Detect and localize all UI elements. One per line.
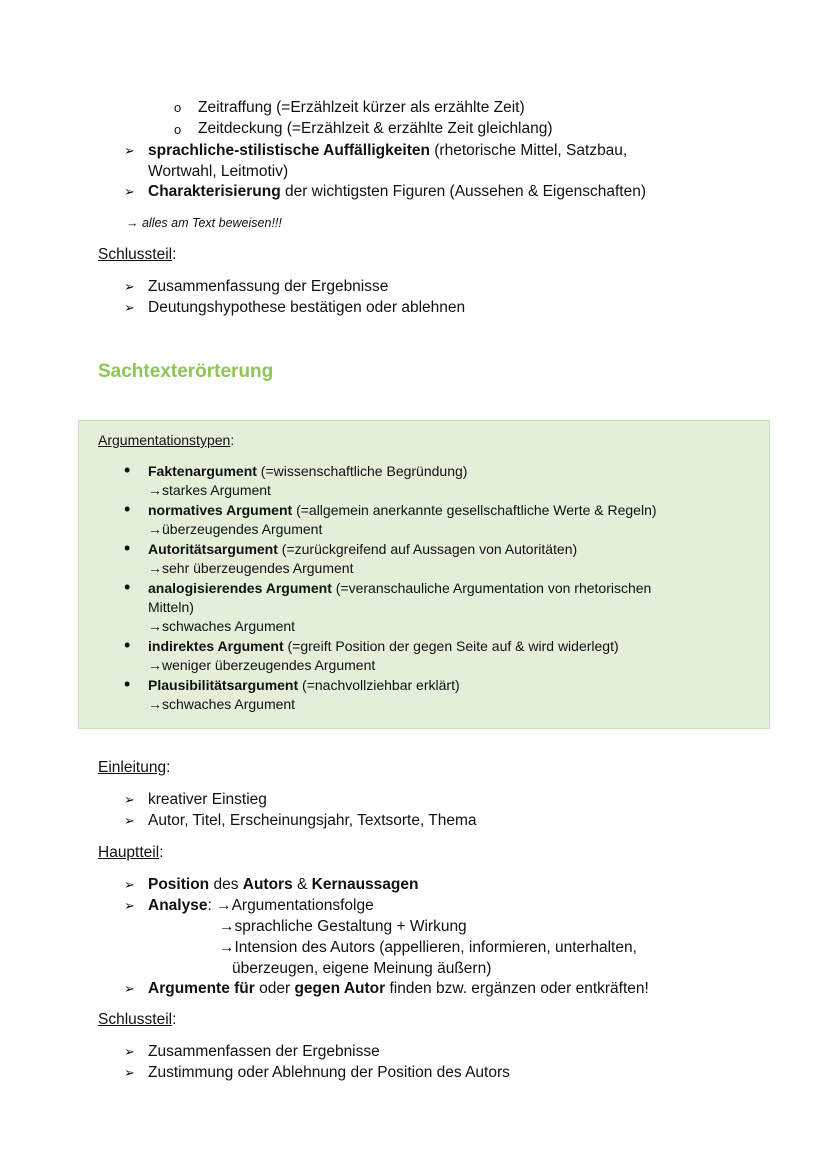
argument-desc-cont: Mitteln) [148, 599, 194, 615]
list-item: Zusammenfassen der Ergebnisse [148, 1043, 380, 1060]
argument-type [148, 501, 657, 520]
list-item-sprachlich-cont: Wortwahl, Leitmotiv) [148, 163, 289, 180]
item-text: der wichtigsten Figuren (Aussehen & Eigenschaften) [280, 183, 646, 200]
list-item: kreativer Einstieg [148, 791, 267, 808]
list-item-charakterisierung [148, 182, 646, 201]
list-item-position [148, 875, 418, 894]
colon: : [172, 1011, 177, 1028]
schlussteil-heading [98, 245, 176, 264]
argument-name: normatives Argument [148, 502, 293, 518]
arrowhead-bullet-icon: ➢ [124, 1044, 135, 1059]
argument-type [148, 676, 460, 695]
list-item: Autor, Titel, Erscheinungsjahr, Textsorte, Thema [148, 812, 477, 829]
argument-type [148, 579, 651, 598]
dot-bullet-icon: • [124, 674, 131, 694]
text-bold: Autors [242, 876, 293, 893]
arrowhead-bullet-icon: ➢ [124, 279, 135, 294]
argument-type [148, 540, 577, 559]
note-text: → alles am Text beweisen!!! [126, 216, 282, 230]
dot-bullet-icon: • [124, 538, 131, 558]
dot-bullet-icon: • [124, 635, 131, 655]
arrowhead-bullet-icon: ➢ [124, 877, 135, 892]
list-item: Deutungshypothese bestätigen oder ablehnen [148, 299, 466, 316]
colon: : [172, 246, 177, 263]
arrowhead-bullet-icon: ➢ [124, 792, 135, 807]
argument-strength: →starkes Argument [148, 482, 271, 498]
list-item-analyse [148, 896, 374, 915]
analyse-sub-item: →Intension des Autors (appellieren, informieren, unterhalten, [219, 939, 637, 956]
colon: : [166, 759, 171, 776]
argument-name: Autoritätsargument [148, 541, 278, 557]
analyse-sub-item-cont: überzeugen, eigene Meinung äußern) [232, 960, 492, 977]
argument-name: indirektes Argument [148, 638, 284, 654]
sub-item-zeitraffung: Zeitraffung (=Erzählzeit kürzer als erzählte Zeit) [198, 99, 525, 116]
heading-label: Schlussteil [98, 246, 173, 263]
schlussteil-heading [98, 1010, 176, 1029]
text-bold: Position [148, 876, 210, 893]
sub-item-zeitdeckung: Zeitdeckung (=Erzählzeit & erzählte Zeit gleichlang) [198, 120, 553, 137]
argument-desc: (=allgemein anerkannte gesellschaftliche Werte & Regeln) [292, 502, 657, 518]
argument-desc: (=zurückgreifend auf Aussagen von Autoritäten) [277, 541, 578, 557]
argument-strength: →weniger überzeugendes Argument [148, 657, 376, 673]
arrowhead-bullet-icon: ➢ [124, 981, 135, 996]
list-item: Zustimmung oder Ablehnung der Position des Autors [148, 1064, 510, 1081]
text: : →Argumentationsfolge [207, 897, 374, 914]
argument-strength: →schwaches Argument [148, 618, 296, 634]
dot-bullet-icon: • [124, 577, 131, 597]
item-text: (rhetorische Mittel, Satzbau, [429, 142, 628, 159]
argument-desc: (=greift Position der gegen Seite auf & wird widerlegt) [283, 638, 619, 654]
argument-name: Plausibilitätsargument [148, 677, 299, 693]
argument-desc: (=veranschauliche Argumentation von rhetorischen [331, 580, 652, 596]
list-item-argumente [148, 979, 649, 998]
text: & [292, 876, 312, 893]
argument-name: analogisierendes Argument [148, 580, 332, 596]
heading-label: Argumentationstypen [98, 432, 231, 448]
arrowhead-bullet-icon: ➢ [124, 1065, 135, 1080]
colon: : [159, 844, 164, 861]
arrowhead-bullet-icon: ➢ [124, 143, 135, 158]
dot-bullet-icon: • [124, 499, 131, 519]
arrowhead-bullet-icon: ➢ [124, 184, 135, 199]
argument-type [148, 462, 467, 481]
argument-strength: →überzeugendes Argument [148, 521, 323, 537]
heading-label: Hauptteil [98, 844, 160, 861]
text-bold: Analyse [148, 897, 208, 914]
arrowhead-bullet-icon: ➢ [124, 813, 135, 828]
text-bold: Kernaussagen [311, 876, 419, 893]
heading-label: Einleitung [98, 759, 167, 776]
list-item-sprachlich [148, 141, 627, 160]
argument-desc: (=wissenschaftliche Begründung) [256, 463, 468, 479]
argument-strength: →sehr überzeugendes Argument [148, 560, 354, 576]
list-item: Zusammenfassung der Ergebnisse [148, 278, 389, 295]
einleitung-heading [98, 758, 170, 777]
item-bold: sprachliche-stilistische Auffälligkeiten [148, 142, 430, 159]
analyse-sub-item: →sprachliche Gestaltung + Wirkung [219, 918, 467, 935]
circle-bullet-icon: o [174, 100, 182, 115]
item-bold: Charakterisierung [148, 183, 281, 200]
arrowhead-bullet-icon: ➢ [124, 300, 135, 315]
dot-bullet-icon: • [124, 460, 131, 480]
text-bold: gegen Autor [294, 980, 386, 997]
argument-desc: (=nachvollziehbar erklärt) [298, 677, 460, 693]
text: des [209, 876, 243, 893]
hauptteil-heading [98, 843, 164, 862]
colon: : [230, 432, 235, 448]
argument-name: Faktenargument [148, 463, 257, 479]
argument-strength: →schwaches Argument [148, 696, 296, 712]
text-bold: Argumente für [148, 980, 255, 997]
text: oder [254, 980, 295, 997]
circle-bullet-icon: o [174, 122, 182, 137]
text: finden bzw. ergänzen oder entkräften! [385, 980, 649, 997]
arrowhead-bullet-icon: ➢ [124, 898, 135, 913]
section-title: Sachtexterörterung [98, 361, 274, 382]
box-heading [98, 431, 234, 450]
argument-type [148, 637, 619, 656]
heading-label: Schlussteil [98, 1011, 173, 1028]
